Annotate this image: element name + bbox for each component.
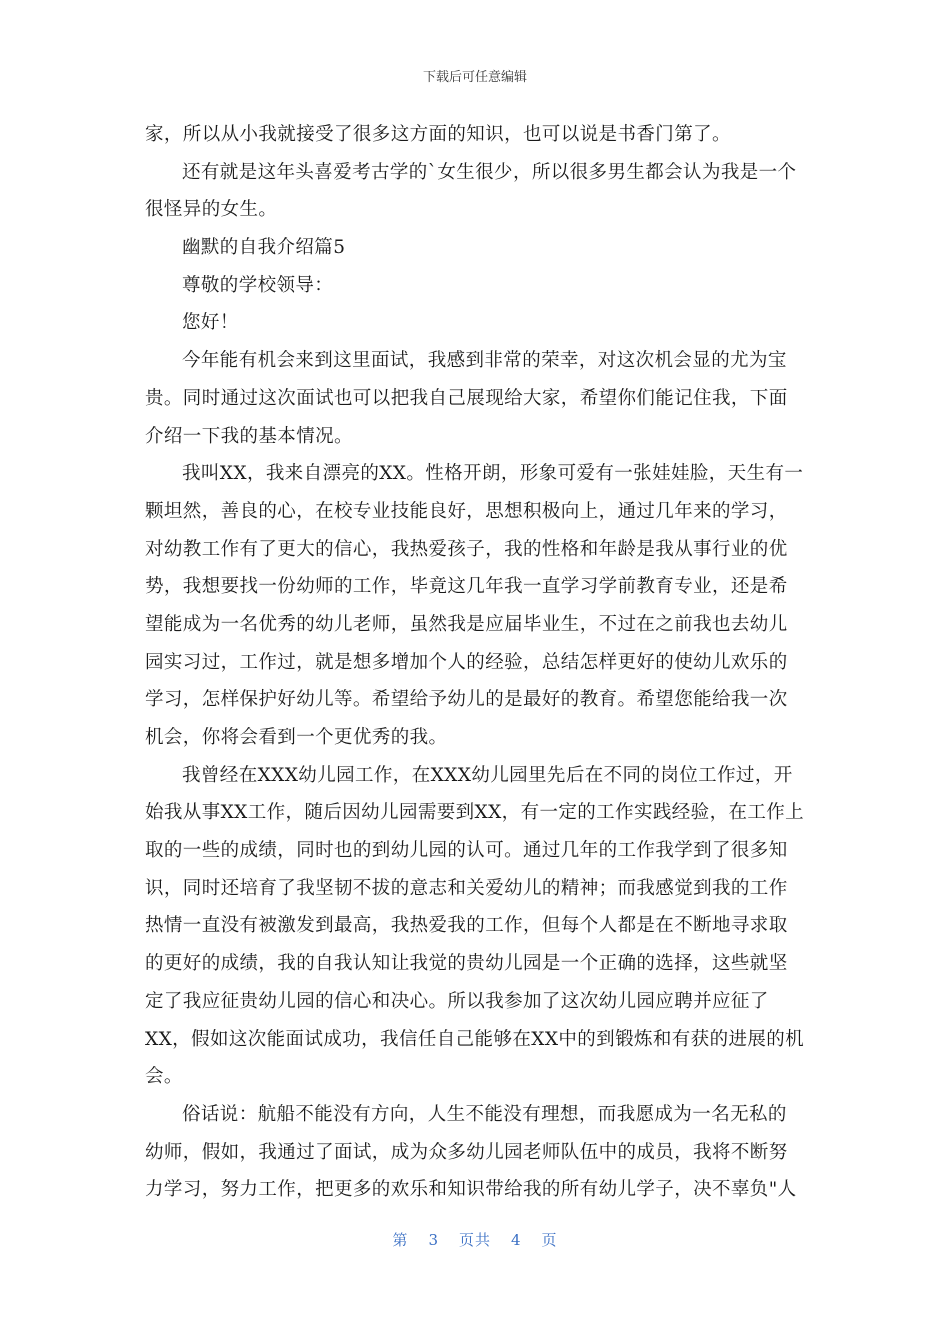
greeting: 您好！ [182, 312, 239, 334]
text-line: 贵。同时通过这次面试也可以把我自己展现给大家，希望你们能记住我，下面 [145, 387, 788, 409]
text-line: 势，我想要找一份幼师的工作，毕竟这几年我一直学习学前教育专业，还是希 [145, 576, 788, 598]
text-line: 幼师，假如，我通过了面试，成为众多幼儿园老师队伍中的成员，我将不断努 [145, 1141, 788, 1163]
text-line: 力学习，努力工作，把更多的欢乐和知识带给我的所有幼儿学子，决不辜负"人 [145, 1179, 797, 1201]
text-line: 今年能有机会来到这里面试，我感到非常的荣幸，对这次机会显的尤为宝 [182, 350, 787, 372]
section-heading: 幽默的自我介绍篇5 [182, 237, 346, 259]
text-line: 识，同时还培育了我坚韧不拔的意志和关爱幼儿的精神；而我感觉到我的工作 [145, 877, 788, 899]
text-line: XX，假如这次能面试成功，我信任自己能够在XX中的到锻炼和有获的进展的机 [145, 1028, 805, 1050]
text-line: 会。 [145, 1066, 183, 1088]
total-pages-number: 4 [511, 1231, 522, 1249]
text-line: 介绍一下我的基本情况。 [145, 425, 353, 447]
text-line: 热情一直没有被激发到最高，我热爱我的工作，但每个人都是在不断地寻求取 [145, 915, 788, 937]
text-line: 家，所以从小我就接受了很多这方面的知识，也可以说是书香门第了。 [145, 124, 731, 145]
footer-suffix: 页 [541, 1231, 558, 1249]
text-line: 望能成为一名优秀的幼儿老师，虽然我是应届毕业生，不过在之前我也去幼儿 [145, 613, 788, 635]
text-line: 还有就是这年头喜爱考古学的`女生很少，所以很多男生都会认为我是一个 [182, 161, 797, 183]
text-line: 颗坦然，善良的心，在校专业技能良好，思想积极向上，通过几年来的学习， [145, 500, 788, 522]
text-line: 机会，你将会看到一个更优秀的我。 [145, 727, 448, 748]
text-line: 定了我应征贵幼儿园的信心和决心。所以我参加了这次幼儿园应聘并应征了 [145, 990, 769, 1012]
page-header: 下载后可任意编辑 [422, 70, 527, 85]
footer-prefix: 第 [392, 1231, 409, 1249]
salutation: 尊敬的学校领导： [182, 274, 334, 296]
current-page-number: 3 [428, 1231, 439, 1249]
footer-middle: 页共 [458, 1231, 491, 1249]
text-line: 很怪异的女生。 [145, 199, 278, 221]
text-line: 的更好的成绩，我的自我认知让我觉的贵幼儿园是一个正确的选择，这些就坚 [145, 953, 788, 975]
text-line: 学习，怎样保护好幼儿等。希望给予幼儿的是最好的教育。希望您能给我一次 [145, 689, 788, 711]
document-body [145, 116, 810, 1209]
text-line: 我曾经在XXX幼儿园工作，在XXX幼儿园里先后在不同的岗位工作过，开 [182, 764, 793, 786]
text-line: 园实习过，工作过，就是想多增加个人的经验，总结怎样更好的使幼儿欢乐的 [145, 651, 788, 673]
text-line: 俗话说：航船不能没有方向，人生不能没有理想，而我愿成为一名无私的 [182, 1103, 787, 1125]
page-footer [0, 1229, 950, 1250]
text-line: 始我从事XX工作，随后因幼儿园需要到XX，有一定的工作实践经验，在工作上 [145, 802, 805, 824]
text-line: 我叫XX，我来自漂亮的XX。性格开朗，形象可爱有一张娃娃脸，天生有一 [182, 463, 804, 485]
text-line: 对幼教工作有了更大的信心，我热爱孩子，我的性格和年龄是我从事行业的优 [145, 538, 788, 560]
text-line: 取的一些的成绩，同时也的到幼儿园的认可。通过几年的工作我学到了很多知 [145, 840, 788, 862]
